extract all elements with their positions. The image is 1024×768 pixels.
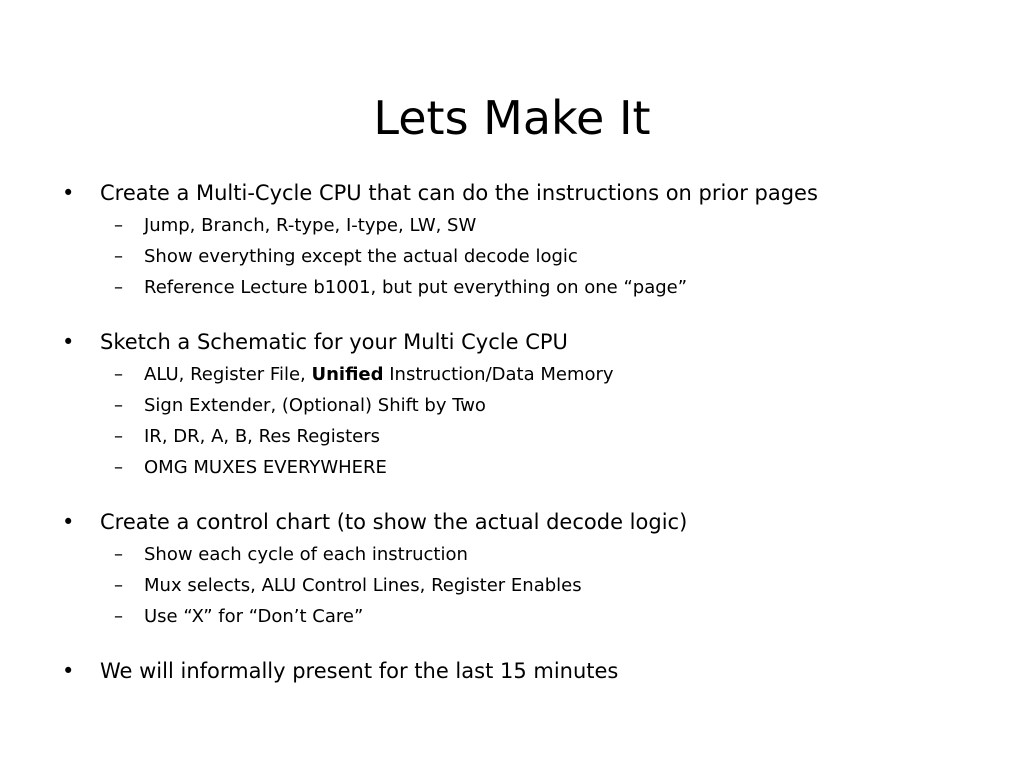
sub-bullet-item xyxy=(114,539,982,570)
sub-bullet-item xyxy=(114,452,982,483)
sub-bullet-text-suffix: Instruction/Data Memory xyxy=(383,364,614,385)
bullet-group-control-chart xyxy=(62,507,982,632)
sub-bullet-item xyxy=(114,601,982,632)
unified-emphasis: Unified xyxy=(311,364,384,385)
sub-bullet-text: Sign Extender, (Optional) Shift by Two xyxy=(144,395,486,416)
sub-bullet-item xyxy=(114,210,982,241)
bullet-item xyxy=(62,507,982,537)
sub-bullet-text: Use “X” for “Don’t Care” xyxy=(144,606,364,627)
sub-bullet-item xyxy=(114,390,982,421)
sub-bullet-item xyxy=(114,272,982,303)
bullet-item xyxy=(62,327,982,357)
bullet-text: Create a control chart (to show the actual decode logic) xyxy=(100,510,688,534)
bullet-group-schematic xyxy=(62,327,982,483)
dash-marker: – xyxy=(114,364,123,385)
dash-marker: – xyxy=(114,395,123,416)
bullet-dot: • xyxy=(62,330,75,354)
sub-bullet-text: Mux selects, ALU Control Lines, Register Enables xyxy=(144,575,582,596)
sub-bullet-list xyxy=(114,539,982,632)
sub-bullet-list xyxy=(114,359,982,483)
slide-content xyxy=(62,178,982,686)
bullet-item xyxy=(62,178,982,208)
bullet-text: Create a Multi-Cycle CPU that can do the instructions on prior pages xyxy=(100,181,818,205)
dash-marker: – xyxy=(114,457,123,478)
sub-bullet-item xyxy=(114,241,982,272)
dash-marker: – xyxy=(114,246,123,267)
bullet-item xyxy=(62,656,982,686)
sub-bullet-text: Jump, Branch, R-type, I-type, LW, SW xyxy=(144,215,477,236)
sub-bullet-text-prefix: ALU, Register File, xyxy=(144,364,312,385)
sub-bullet-text: Show each cycle of each instruction xyxy=(144,544,468,565)
sub-bullet-item xyxy=(114,359,982,390)
sub-bullet-text: Reference Lecture b1001, but put everything on one “page” xyxy=(144,277,688,298)
sub-bullet-text: IR, DR, A, B, Res Registers xyxy=(144,426,380,447)
bullet-text: Sketch a Schematic for your Multi Cycle CPU xyxy=(100,330,568,354)
bullet-text: We will informally present for the last 15 minutes xyxy=(100,659,619,683)
dash-marker: – xyxy=(114,575,123,596)
sub-bullet-list xyxy=(114,210,982,303)
dash-marker: – xyxy=(114,606,123,627)
sub-bullet-item xyxy=(114,570,982,601)
bullet-group-create-cpu xyxy=(62,178,982,303)
dash-marker: – xyxy=(114,426,123,447)
sub-bullet-text: OMG MUXES EVERYWHERE xyxy=(144,457,387,478)
bullet-group-present xyxy=(62,656,982,686)
sub-bullet-item xyxy=(114,421,982,452)
dash-marker: – xyxy=(114,277,123,298)
bullet-dot: • xyxy=(62,181,75,205)
bullet-dot: • xyxy=(62,510,75,534)
dash-marker: – xyxy=(114,544,123,565)
bullet-dot: • xyxy=(62,659,75,683)
slide-title: Lets Make It xyxy=(373,90,651,145)
sub-bullet-text: Show everything except the actual decode logic xyxy=(144,246,578,267)
dash-marker: – xyxy=(114,215,123,236)
